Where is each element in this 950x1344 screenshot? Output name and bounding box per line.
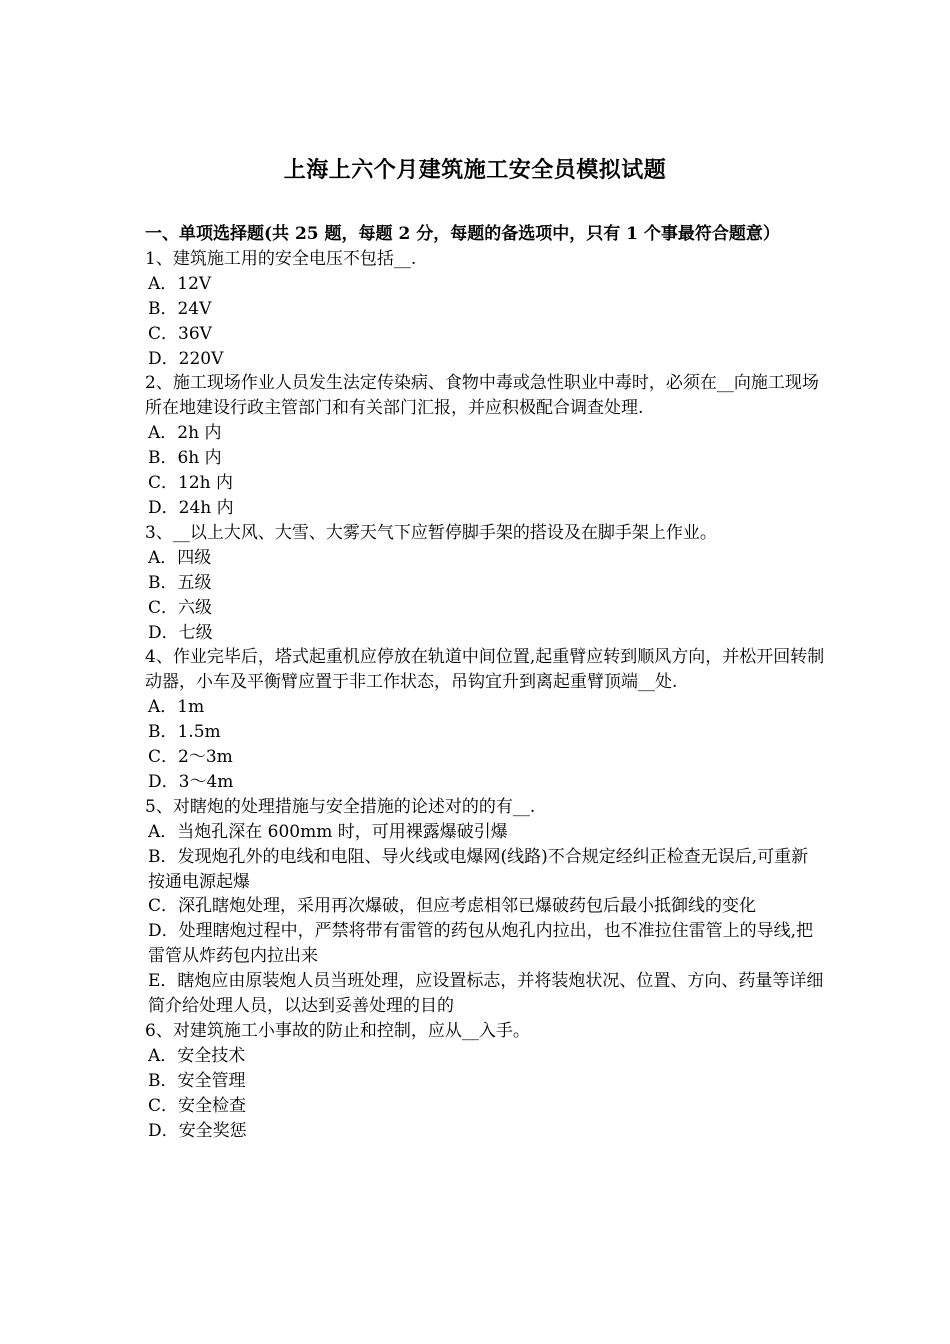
question-stem: 6、对建筑施工小事故的防止和控制，应从__入手。 [145,1021,530,1041]
answer-option: A．2h 内 [148,423,222,444]
question-stem: 3、__以上大风、大雪、大雾天气下应暂停脚手架的搭设及在脚手架上作业。 [145,522,717,543]
answer-option: E．瞎炮应由原装炮人员当班处理，应设置标志，并将装炮状况、位置、方向、药量等详细简介给处理人员，以达到妥善处理的目的 [148,971,824,1017]
answer-option: B．五级 [148,572,212,593]
document-body [145,222,825,1144]
answer-option: B．安全管理 [148,1070,246,1091]
question-stem: 2、施工现场作业人员发生法定传染病、食物中毒或急性职业中毒时，必须在__向施工现场所在地建设行政主管部门和有关部门汇报，并应积极配合调查处理. [145,373,819,419]
question-4 [145,645,825,794]
answer-option: C．2～3m [148,747,233,768]
question-stem: 4、作业完毕后，塔式起重机应停放在轨道中间位置,起重臂应转到顺风方向，并松开回转制动器，小车及平衡臂应置于非工作状态，吊钩宜升到离起重臂顶端__处. [145,647,825,693]
question-2 [145,371,825,520]
question-stem: 5、对瞎炮的处理措施与安全措施的论述对的的有__. [145,796,536,817]
answer-option: A．安全技术 [148,1045,246,1066]
answer-option: D．安全奖惩 [148,1120,247,1141]
answer-option: D．七级 [148,622,213,643]
question-stem: 1、建筑施工用的安全电压不包括__. [145,248,417,269]
answer-option: C．深孔瞎炮处理，采用再次爆破，但应考虑相邻已爆破药包后最小抵御线的变化 [148,896,757,917]
answer-option: C．12h 内 [148,473,233,494]
question-3 [145,521,825,646]
question-5 [145,795,825,1019]
answer-option: C．安全检查 [148,1095,247,1116]
answer-option: D．3～4m [148,771,234,792]
document-title: 上海上六个月建筑施工安全员模拟试题 [283,157,667,183]
question-6 [145,1019,825,1144]
answer-option: D．24h 内 [148,497,234,518]
section-heading: 一、单项选择题(共 25 题，每题 2 分，每题的备选项中，只有 1 个事最符合题意） [145,224,780,244]
answer-option: A．当炮孔深在 600mm 时，可用裸露爆破引爆 [148,821,508,842]
question-1 [145,247,825,372]
answer-option: B．1.5m [148,722,221,743]
answer-option: D．220V [148,348,224,369]
answer-option: A．四级 [148,547,212,568]
answer-option: D．处理瞎炮过程中，严禁将带有雷管的药包从炮孔内拉出，也不准拉住雷管上的导线,把雷管从炸药包内拉出来 [148,921,814,967]
answer-option: A．1m [148,697,205,718]
answer-option: C．六级 [148,597,213,618]
answer-option: A．12V [148,273,212,294]
answer-option: B．发现炮孔外的电线和电阻、导火线或电爆网(线路)不合规定经纠正检查无误后,可重新按通电源起爆 [148,846,809,892]
answer-option: C．36V [148,323,212,344]
answer-option: B．6h 内 [148,448,222,469]
answer-option: B．24V [148,298,212,319]
